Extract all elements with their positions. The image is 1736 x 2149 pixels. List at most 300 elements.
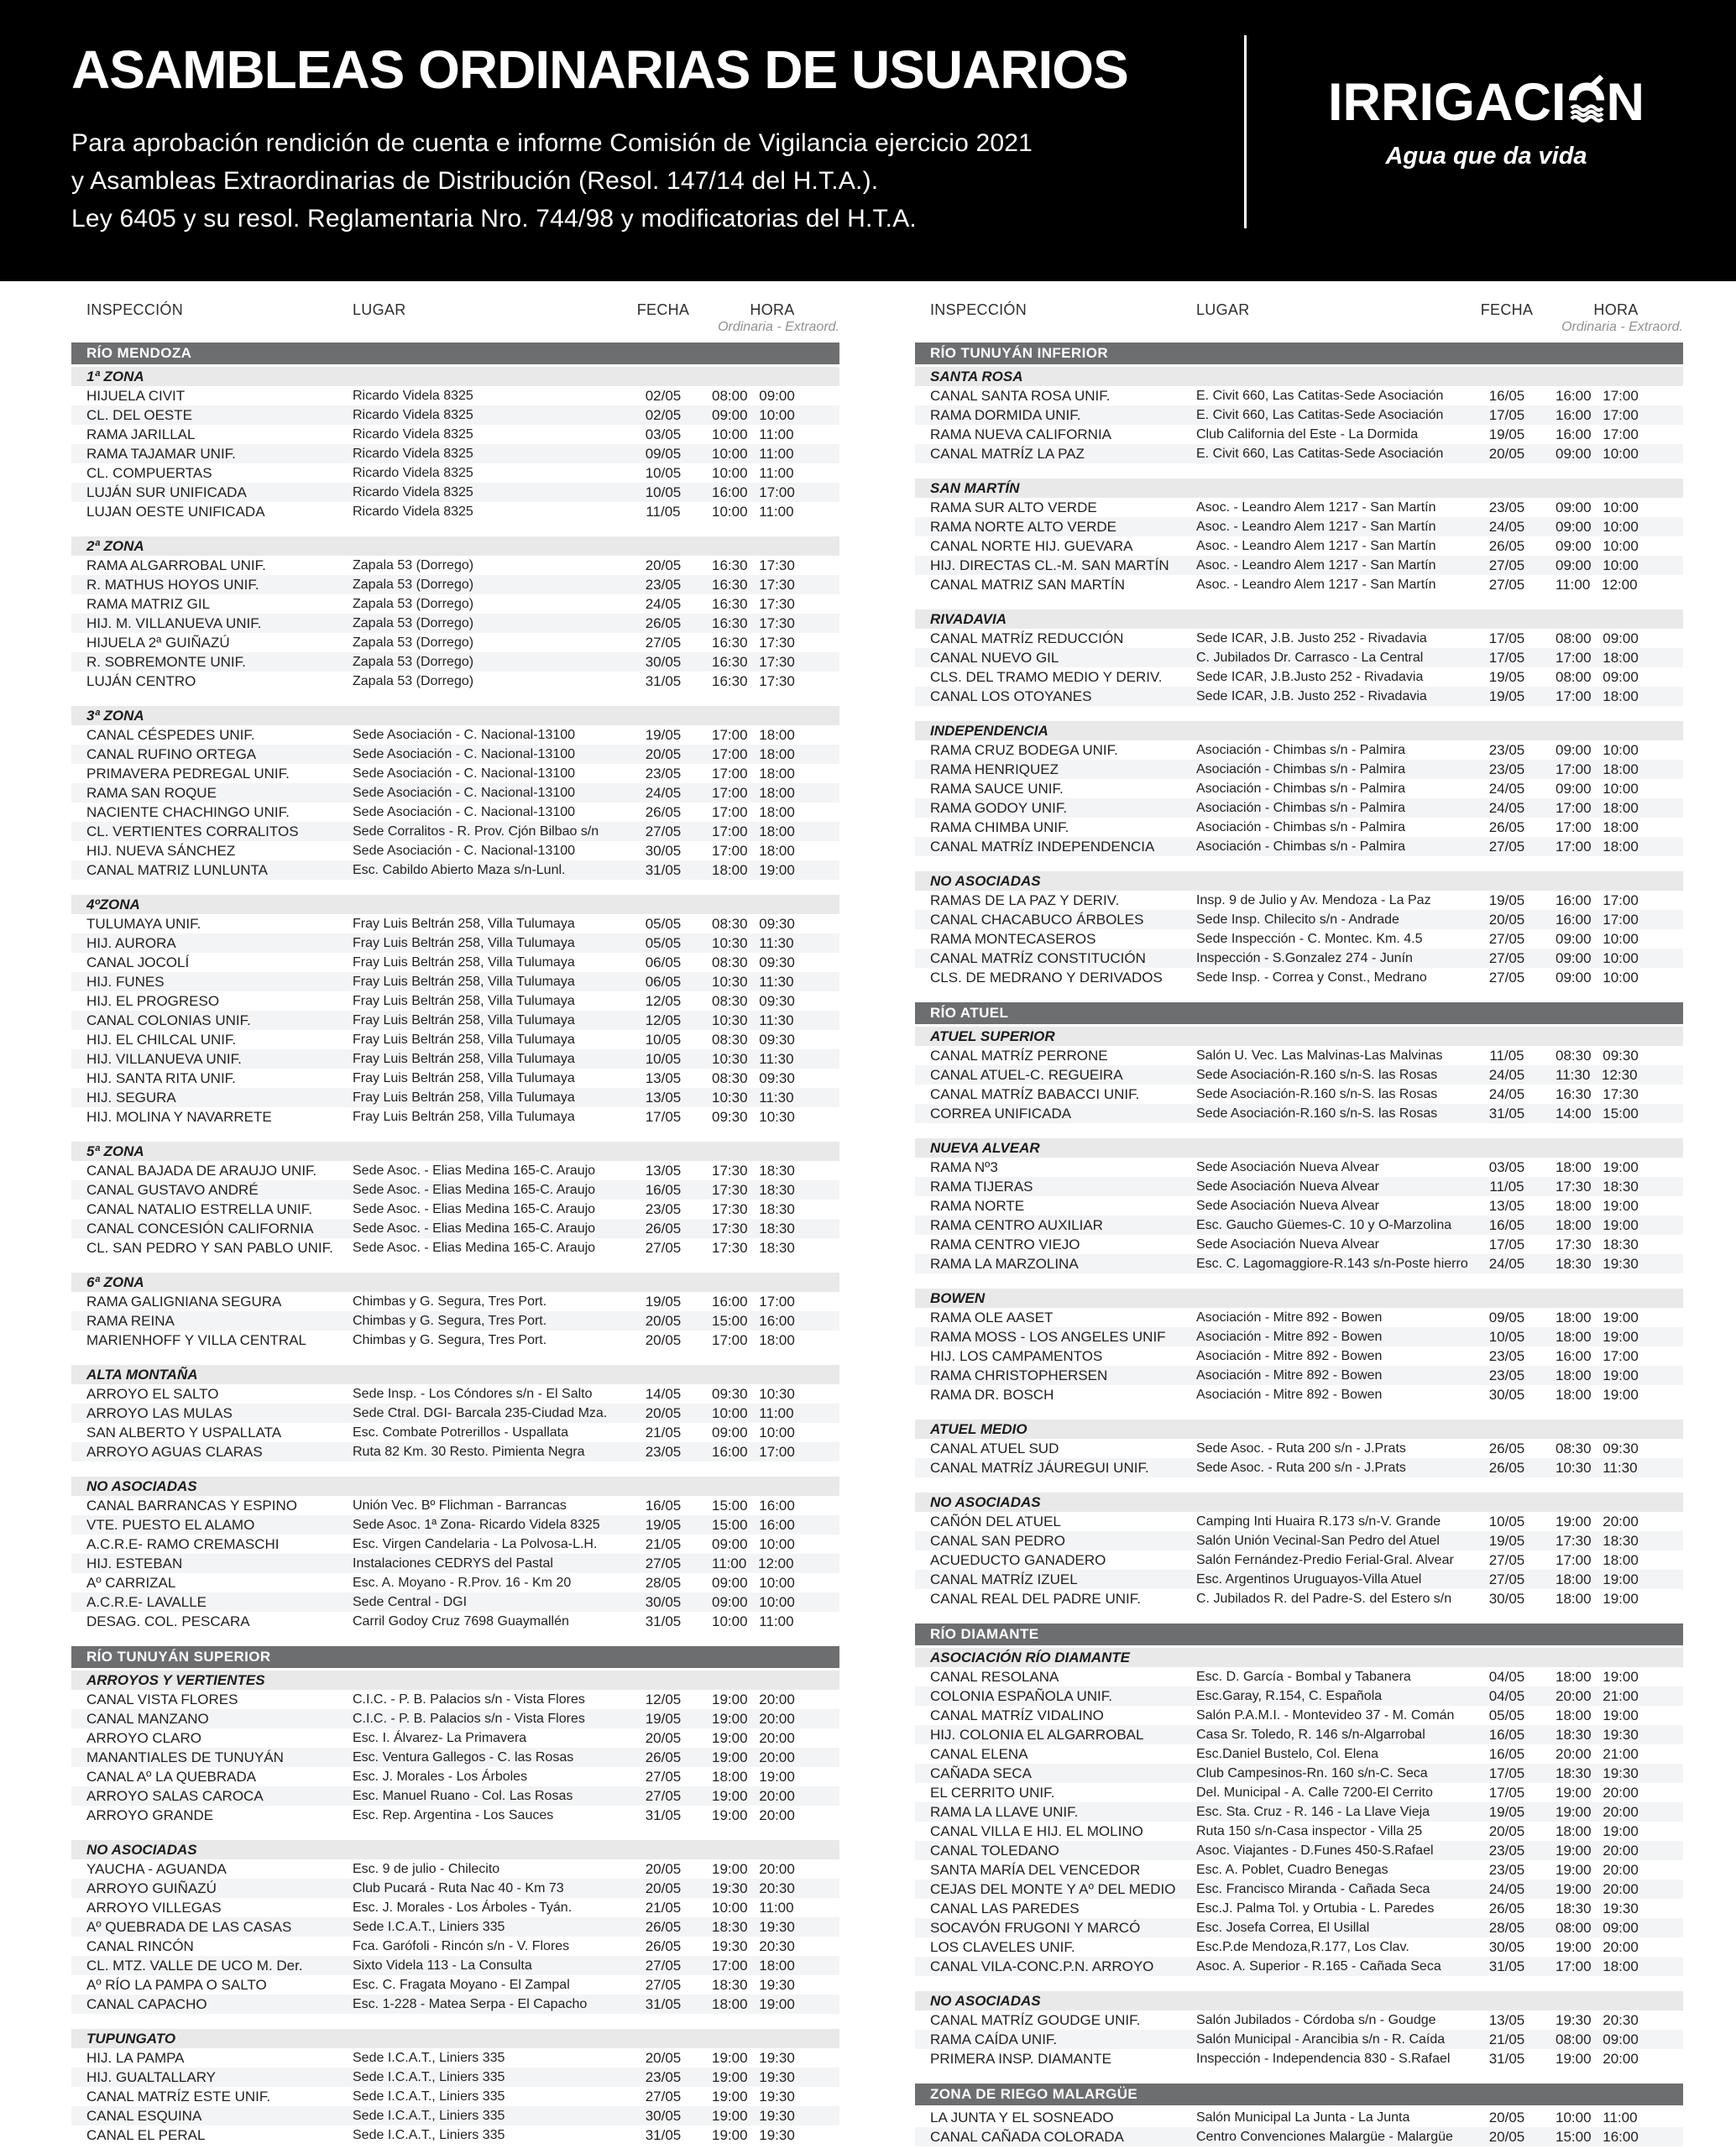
table-row	[915, 1512, 1683, 1531]
location-cell: E. Civit 660, Las Catitas-Sede Asociación	[1196, 447, 1444, 461]
table-row	[71, 405, 839, 425]
date-cell: 24/05	[1488, 800, 1525, 816]
date-cell: 23/05	[1488, 742, 1525, 758]
date-cell: 19/05	[1488, 892, 1525, 908]
inspection-cell: NACIENTE CHACHINGO UNIF.	[86, 804, 290, 820]
date-cell: 06/05	[645, 974, 682, 990]
date-cell: 17/05	[645, 1109, 682, 1125]
time-cell: 17:30 18:30	[712, 1182, 795, 1198]
date-cell: 13/05	[645, 1163, 682, 1179]
inspection-cell: CANAL MATRÍZ ESTE UNIF.	[86, 2089, 271, 2105]
date-cell: 17/05	[1488, 630, 1525, 646]
table-row	[71, 1709, 839, 1728]
time-cell: 11:00 12:00	[1556, 577, 1638, 593]
location-cell: Sede Insp. Chilecito s/n - Andrade	[1196, 912, 1399, 927]
location-cell: Ruta 150 s/n-Casa inspector - Villa 25	[1196, 1824, 1423, 1838]
date-cell: 26/05	[645, 1938, 682, 1954]
inspection-cell: CANAL MATRÍZ INDEPENDENCIA	[930, 839, 1155, 855]
header-divider	[1244, 35, 1247, 228]
table-row	[915, 1327, 1683, 1346]
location-cell: Esc. C. Lagomaggiore-R.143 s/n-Poste hierro	[1196, 1257, 1468, 1271]
date-cell: 23/05	[1488, 499, 1525, 515]
location-cell: Sede I.C.A.T., Liniers 335	[353, 2109, 505, 2123]
inspection-cell: SOCAVÓN FRUGONI Y MARCÓ	[930, 1920, 1141, 1936]
time-cell: 16:30 17:30	[712, 635, 795, 651]
table-row	[915, 1177, 1683, 1196]
table-row	[915, 1439, 1683, 1458]
fecha-label: FECHA	[636, 301, 690, 318]
group-header: 5ª ZONA	[71, 1142, 839, 1161]
hora-sublabel: Ordinaria - Extraord.	[1561, 320, 1683, 334]
table-row	[71, 594, 839, 614]
date-cell: 16/05	[645, 1498, 682, 1514]
inspection-cell: CANAL JOCOLÍ	[86, 954, 190, 970]
time-cell: 17:30 18:30	[1556, 1533, 1639, 1549]
date-cell: 10/05	[645, 1032, 682, 1048]
location-cell: Asoc. - Leandro Alem 1217 - San Martín	[1196, 558, 1436, 573]
time-cell: 17:00 18:00	[1556, 688, 1639, 704]
inspection-cell: EL CERRITO UNIF.	[930, 1785, 1055, 1801]
location-cell: Ricardo Videla 8325	[353, 447, 473, 461]
table-row	[71, 575, 839, 594]
date-cell: 05/05	[645, 916, 682, 932]
location-cell: Salón Jubilados - Córdoba s/n - Goudge	[1196, 2013, 1436, 2027]
table-row	[915, 1346, 1683, 1366]
time-cell: 17:00 18:00	[712, 804, 795, 820]
time-cell: 09:00 10:00	[1556, 446, 1639, 462]
time-cell: 17:00 18:00	[1556, 1958, 1639, 1974]
date-cell: 31/05	[645, 862, 682, 878]
table-row	[71, 1200, 839, 1219]
table-row	[71, 672, 839, 691]
location-cell: Sede Asociación Nueva Alvear	[1196, 1237, 1379, 1252]
table-row	[915, 929, 1683, 949]
time-cell: 09:00 10:00	[712, 1594, 795, 1610]
inspection-cell: RAMA DORMIDA UNIF.	[930, 407, 1081, 423]
location-cell: C. Jubilados R. del Padre-S. del Estero s/n	[1196, 1592, 1452, 1606]
time-cell: 10:00 11:00	[712, 426, 794, 442]
table-row	[915, 556, 1683, 575]
inspection-cell: CANAL CHACABUCO ÁRBOLES	[930, 912, 1144, 928]
location-cell: Asociación - Chimbas s/n - Palmira	[1196, 743, 1405, 757]
inspection-cell: VTE. PUESTO EL ALAMO	[86, 1517, 255, 1533]
date-cell: 27/05	[1488, 1552, 1525, 1568]
time-cell: 18:00 19:00	[1556, 1591, 1639, 1607]
inspection-cell: HIJ. LOS CAMPAMENTOS	[930, 1348, 1103, 1364]
time-cell: 10:00 11:00	[712, 504, 794, 520]
time-cell: 16:00 17:00	[1556, 426, 1639, 442]
table-row	[71, 991, 839, 1011]
time-cell: 19:00 20:00	[1556, 2051, 1639, 2067]
date-cell: 17/05	[1488, 1785, 1525, 1801]
inspection-cell: CANAL MATRÍZ LA PAZ	[930, 446, 1085, 462]
table-row	[71, 2048, 839, 2068]
inspection-cell: CORREA UNIFICADA	[930, 1106, 1072, 1122]
inspection-cell: LUJÁN CENTRO	[86, 673, 196, 689]
location-cell: Zapala 53 (Dorrego)	[353, 558, 474, 573]
group-header: INDEPENDENCIA	[915, 721, 1683, 740]
date-cell: 30/05	[645, 1594, 682, 1610]
date-cell: 26/05	[645, 804, 682, 820]
table-row	[71, 1331, 839, 1350]
inspection-cell: RAMA MATRIZ GIL	[86, 596, 211, 612]
zone-group	[71, 1142, 839, 1258]
location-cell: Insp. 9 de Julio y Av. Mendoza - La Paz	[1196, 893, 1431, 907]
time-cell: 18:30 19:30	[1556, 1256, 1639, 1272]
date-cell: 19/05	[1488, 1804, 1525, 1820]
time-cell: 19:00 20:00	[1556, 1785, 1639, 1801]
date-cell: 20/05	[645, 1861, 682, 1877]
time-cell: 09:00 10:00	[1556, 950, 1639, 966]
time-cell: 18:00 19:00	[1556, 1217, 1639, 1233]
inspection-cell: ARROYO LAS MULAS	[86, 1405, 233, 1421]
location-cell: Sede Asociación - C. Nacional-13100	[353, 728, 576, 742]
inspection-cell: ARROYO GUIÑAZÚ	[86, 1880, 217, 1896]
location-cell: Zapala 53 (Dorrego)	[353, 655, 474, 669]
location-cell: Chimbas y G. Segura, Tres Port.	[353, 1294, 547, 1309]
inspection-cell: HIJ. GUALTALLARY	[86, 2069, 216, 2085]
table-row	[71, 1995, 839, 2014]
table-row	[915, 1458, 1683, 1477]
inspection-cell: CAÑÓN DEL ATUEL	[930, 1514, 1061, 1529]
table-row	[71, 483, 839, 502]
date-cell: 17/05	[1488, 407, 1525, 423]
date-cell: 27/05	[1488, 839, 1525, 855]
inspection-cell: RAMA ALGARROBAL UNIF.	[86, 557, 266, 573]
table-row	[915, 1158, 1683, 1177]
date-cell: 12/05	[645, 1012, 682, 1028]
inspection-cell: R. MATHUS HOYOS UNIF.	[86, 577, 259, 593]
date-cell: 31/05	[1488, 2051, 1525, 2067]
group-header: ATUEL SUPERIOR	[915, 1027, 1683, 1046]
table-row	[71, 1879, 839, 1898]
date-cell: 13/05	[1488, 1198, 1525, 1214]
table-row	[915, 1085, 1683, 1104]
date-cell: 11/05	[1489, 1048, 1524, 1064]
inspection-cell: CL. MTZ. VALLE DE UCO M. Der.	[86, 1958, 303, 1974]
time-cell: 16:30 17:30	[712, 654, 795, 670]
inspection-cell: COLONIA ESPAÑOLA UNIF.	[930, 1688, 1112, 1704]
location-cell: Esc.Garay, R.154, C. Española	[1196, 1689, 1383, 1703]
time-cell: 16:00 17:00	[712, 1444, 795, 1460]
time-cell: 18:00 19:00	[712, 1769, 795, 1785]
time-cell: 08:30 09:30	[1556, 1048, 1639, 1064]
table-row	[71, 502, 839, 521]
inspection-cell: HIJ. EL CHILCAL UNIF.	[86, 1032, 237, 1048]
inspection-cell: CANAL GUSTAVO ANDRÉ	[86, 1182, 259, 1198]
time-cell: 18:00 19:00	[1556, 1571, 1639, 1587]
date-cell: 26/05	[645, 1749, 682, 1765]
table-row	[915, 1744, 1683, 1764]
inspection-cell: RAMA CHIMBA UNIF.	[930, 819, 1069, 835]
date-cell: 20/05	[645, 1880, 682, 1896]
table-row	[71, 1806, 839, 1825]
time-cell: 19:00 20:00	[712, 1749, 795, 1765]
time-cell: 16:00 17:00	[712, 1294, 795, 1310]
date-cell: 16/05	[1488, 1746, 1525, 1762]
location-cell: Unión Vec. Bº Flichman - Barrancas	[353, 1498, 567, 1513]
date-cell: 20/05	[645, 1332, 682, 1348]
time-cell: 16:00 17:00	[712, 484, 795, 500]
location-cell: Esc. Josefa Correa, El Usillal	[1196, 1921, 1370, 1935]
time-cell: 10:30 11:30	[712, 1051, 794, 1067]
time-cell: 08:30 09:30	[712, 916, 795, 932]
location-cell: Sede Asociación - C. Nacional-13100	[353, 766, 576, 781]
table-row	[71, 841, 839, 860]
time-cell: 19:00 20:00	[712, 1730, 795, 1746]
table-row	[71, 1404, 839, 1423]
location-cell: Esc. 9 de julio - Chilecito	[353, 1862, 500, 1876]
date-cell: 27/05	[1488, 950, 1525, 966]
inspection-cell: CLS. DE MEDRANO Y DERIVADOS	[930, 970, 1163, 986]
location-cell: Fray Luis Beltrán 258, Villa Tulumaya	[353, 1052, 575, 1066]
inspection-cell: CL. VERTIENTES CORRALITOS	[86, 824, 299, 839]
group-header: 6ª ZONA	[71, 1273, 839, 1292]
time-cell: 18:00 19:00	[1556, 1387, 1639, 1403]
time-cell: 17:00 18:00	[712, 766, 795, 782]
time-cell: 19:00 20:00	[712, 1788, 795, 1804]
table-row	[71, 1859, 839, 1879]
inspection-cell: LUJAN OESTE UNIFICADA	[86, 504, 265, 520]
inspection-cell: CANAL VISTA FLORES	[86, 1691, 238, 1707]
date-cell: 23/05	[1488, 1862, 1525, 1878]
table-row	[71, 1161, 839, 1180]
inspection-cell: RAMA MONTECASEROS	[930, 931, 1096, 947]
date-cell: 27/05	[645, 2089, 682, 2105]
location-cell: Ricardo Videla 8325	[353, 427, 473, 442]
section-header: ZONA DE RIEGO MALARGÜE	[915, 2084, 1683, 2105]
location-cell: Sede Asociación - C. Nacional-13100	[353, 786, 576, 800]
location-cell: E. Civit 660, Las Catitas-Sede Asociación	[1196, 389, 1444, 403]
location-cell: Salón Municipal - Arancibia s/n - R. Caída	[1196, 2032, 1446, 2047]
inspection-cell: RAMA Nº3	[930, 1159, 998, 1175]
location-cell: Sede Asoc. - Elias Medina 165-C. Araujo	[353, 1241, 596, 1255]
location-cell: Fray Luis Beltrán 258, Villa Tulumaya	[353, 917, 575, 931]
table-column-right	[915, 300, 1683, 2149]
water-waves-icon	[1568, 81, 1605, 120]
table-row	[915, 779, 1683, 798]
lugar-label: LUGAR	[1196, 301, 1250, 318]
table-row	[915, 405, 1683, 425]
date-cell: 28/05	[1488, 1920, 1525, 1936]
table-row	[915, 1308, 1683, 1327]
date-cell: 23/05	[1488, 1843, 1525, 1859]
table-row	[915, 444, 1683, 463]
time-cell: 18:00 19:00	[1556, 1367, 1639, 1383]
inspection-cell: HIJ. VILLANUEVA UNIF.	[86, 1051, 242, 1067]
time-cell: 11:30 12:30	[1556, 1067, 1638, 1083]
date-cell: 31/05	[645, 2127, 682, 2143]
location-cell: Camping Inti Huaira R.173 s/n-V. Grande	[1196, 1514, 1441, 1529]
date-cell: 24/05	[1488, 1067, 1525, 1083]
table-row	[71, 1786, 839, 1806]
location-cell: Asociación - Chimbas s/n - Palmira	[1196, 839, 1405, 854]
location-cell: Sede Asoc. - Ruta 200 s/n - J.Prats	[1196, 1461, 1406, 1475]
date-cell: 19/05	[645, 1517, 682, 1533]
location-cell: Sede Ctral. DGI- Barcala 235-Ciudad Mza.	[353, 1406, 608, 1420]
location-cell: Sede Asociación Nueva Alvear	[1196, 1179, 1379, 1194]
date-cell: 27/05	[1488, 1571, 1525, 1587]
table-row	[71, 1573, 839, 1592]
group-header: 2ª ZONA	[71, 536, 839, 556]
table-row	[915, 1196, 1683, 1216]
inspection-cell: RAMA REINA	[86, 1313, 175, 1329]
table-row	[915, 949, 1683, 968]
inspection-cell: CANAL EL PERAL	[86, 2127, 206, 2143]
table-row	[71, 803, 839, 822]
time-cell: 08:00 09:00	[1556, 630, 1639, 646]
inspection-cell: SANTA MARÍA DEL VENCEDOR	[930, 1862, 1141, 1878]
date-cell: 20/05	[645, 1405, 682, 1421]
inspection-cell: HIJ. ESTEBAN	[86, 1556, 183, 1571]
column-labels	[915, 300, 1683, 320]
time-cell: 17:00 18:00	[712, 1958, 795, 1974]
table-row	[915, 1235, 1683, 1254]
fecha-label: FECHA	[1480, 301, 1534, 318]
location-cell: Sede Asoc. - Elias Medina 165-C. Araujo	[353, 1163, 596, 1178]
date-cell: 23/05	[645, 1444, 682, 1460]
inspection-cell: CL. DEL OESTE	[86, 407, 192, 423]
time-cell: 08:30 09:30	[712, 954, 795, 970]
table-row	[915, 667, 1683, 687]
location-cell: Esc.J. Palma Tol. y Ortubia - L. Paredes	[1196, 1901, 1435, 1916]
location-cell: Zapala 53 (Dorrego)	[353, 578, 474, 592]
date-cell: 19/05	[645, 727, 682, 743]
location-cell: Fray Luis Beltrán 258, Villa Tulumaya	[353, 1071, 575, 1085]
location-cell: Esc. Rep. Argentina - Los Sauces	[353, 1808, 554, 1822]
inspeccion-label: INSPECCIÓN	[930, 301, 1027, 318]
group-header: ATUEL MEDIO	[915, 1420, 1683, 1439]
date-cell: 13/05	[645, 1070, 682, 1086]
inspection-cell: CANAL ATUEL-C. REGUEIRA	[930, 1067, 1123, 1083]
group-header: RIVADAVIA	[915, 609, 1683, 629]
inspection-cell: CANAL RESOLANA	[930, 1669, 1059, 1685]
table-row	[71, 1956, 839, 1975]
column-header	[915, 300, 1683, 335]
location-cell: Sede Corralitos - R. Prov. Cjón Bilbao s/n	[353, 824, 599, 839]
time-cell: 09:00 10:00	[712, 1536, 795, 1552]
date-cell: 21/05	[1488, 2031, 1525, 2047]
time-cell: 16:30 17:30	[712, 577, 795, 593]
date-cell: 06/05	[645, 954, 682, 970]
date-cell: 24/05	[1488, 1256, 1525, 1272]
inspeccion-label: INSPECCIÓN	[86, 301, 184, 318]
time-cell: 16:30 17:30	[712, 615, 795, 631]
location-cell: Esc.P.de Mendoza,R.177, Los Clav.	[1196, 1940, 1409, 1954]
group-header: NO ASOCIADAS	[915, 871, 1683, 891]
zone-group	[71, 1671, 839, 1825]
inspection-cell: RAMA GODOY UNIF.	[930, 800, 1068, 816]
date-cell: 13/05	[645, 1090, 682, 1106]
date-cell: 24/05	[1488, 781, 1525, 797]
time-cell: 10:00 11:00	[712, 465, 794, 481]
group-header: NO ASOCIADAS	[915, 1991, 1683, 2010]
date-cell: 24/05	[645, 596, 682, 612]
inspection-cell: HIJ. DIRECTAS CL.-M. SAN MARTÍN	[930, 557, 1169, 573]
inspection-cell: CANAL ELENA	[930, 1746, 1028, 1762]
date-cell: 23/05	[1488, 761, 1525, 777]
inspection-cell: RAMA HENRIQUEZ	[930, 761, 1059, 777]
table-row	[915, 1880, 1683, 1899]
inspection-cell: CANAL RUFINO ORTEGA	[86, 746, 257, 762]
date-cell: 26/05	[645, 1221, 682, 1237]
table-row	[915, 1937, 1683, 1957]
inspection-cell: CL. SAN PEDRO Y SAN PABLO UNIF.	[86, 1240, 333, 1256]
time-cell: 09:00 10:00	[1556, 781, 1639, 797]
location-cell: Sede Asociación Nueva Alvear	[1196, 1199, 1379, 1213]
table-row	[71, 1049, 839, 1069]
time-cell: 18:30 19:30	[712, 1919, 795, 1935]
hora-label: HORA	[750, 301, 795, 318]
location-cell: Carril Godoy Cruz 7698 Guaymallén	[353, 1614, 569, 1629]
table-row	[71, 1011, 839, 1030]
time-cell: 19:00 19:30	[712, 2050, 795, 2066]
table-row	[71, 1728, 839, 1748]
location-cell: Asociación - Mitre 892 - Bowen	[1196, 1349, 1383, 1363]
time-cell: 17:00 18:00	[1556, 761, 1639, 777]
inspection-cell: RAMA NORTE	[930, 1198, 1025, 1214]
location-cell: Asociación - Chimbas s/n - Palmira	[1196, 801, 1405, 815]
group-header: SANTA ROSA	[915, 367, 1683, 386]
location-cell: Ricardo Videla 8325	[353, 389, 473, 403]
masthead	[0, 0, 1736, 281]
time-cell: 18:00 19:00	[1556, 1329, 1639, 1345]
time-cell: 16:30 17:30	[1556, 1086, 1639, 1102]
table-row	[71, 1238, 839, 1258]
time-cell: 09:00 10:00	[1556, 742, 1639, 758]
zone-group	[915, 1420, 1683, 1477]
inspection-cell: DESAG. COL. PESCARA	[86, 1613, 250, 1629]
inspection-cell: LUJÁN SUR UNIFICADA	[86, 484, 247, 500]
hora-label: HORA	[1593, 301, 1639, 318]
table-row	[71, 1592, 839, 1612]
table-row	[915, 2030, 1683, 2049]
table-row	[71, 2087, 839, 2106]
time-cell: 10:30 11:30	[712, 974, 794, 990]
date-cell: 23/05	[645, 766, 682, 782]
column-body	[915, 342, 1683, 2146]
table-row	[915, 629, 1683, 648]
location-cell: Esc. C. Fragata Moyano - El Zampal	[353, 1978, 570, 1992]
inspection-cell: HIJ. COLONIA EL ALGARROBAL	[930, 1727, 1144, 1743]
time-cell: 10:00 11:00	[712, 446, 794, 462]
location-cell: Asociación - Mitre 892 - Bowen	[1196, 1388, 1383, 1402]
location-cell: Sede Asociación-R.160 s/n-S. las Rosas	[1196, 1106, 1438, 1121]
time-cell: 19:30 20:30	[1556, 2012, 1639, 2028]
time-cell: 16:30 17:30	[712, 557, 795, 573]
table-row	[71, 914, 839, 933]
date-cell: 27/05	[645, 1240, 682, 1256]
date-cell: 30/05	[1488, 1387, 1525, 1403]
date-cell: 11/05	[1489, 1179, 1524, 1195]
inspection-cell: CANAL MATRÍZ PERRONE	[930, 1048, 1108, 1064]
table-row	[71, 1423, 839, 1442]
date-cell: 27/05	[645, 635, 682, 651]
section-header: RÍO TUNUYÁN SUPERIOR	[71, 1646, 839, 1668]
table-row	[71, 1311, 839, 1331]
table-row	[71, 972, 839, 991]
time-cell: 09:30 10:30	[712, 1109, 795, 1125]
date-cell: 09/05	[1488, 1310, 1525, 1325]
time-cell: 18:00 19:00	[1556, 1823, 1639, 1839]
location-cell: Instalaciones CEDRYS del Pastal	[353, 1556, 553, 1571]
table-row	[915, 2127, 1683, 2146]
date-cell: 26/05	[1488, 819, 1525, 835]
location-cell: Sede ICAR, J.B. Justo 252 - Rivadavia	[1196, 631, 1427, 646]
location-cell: Esc. Argentinos Uruguayos-Villa Atuel	[1196, 1572, 1422, 1587]
inspection-cell: CANAL MATRIZ LUNLUNTA	[86, 862, 268, 878]
time-cell: 19:00 20:00	[712, 1861, 795, 1877]
